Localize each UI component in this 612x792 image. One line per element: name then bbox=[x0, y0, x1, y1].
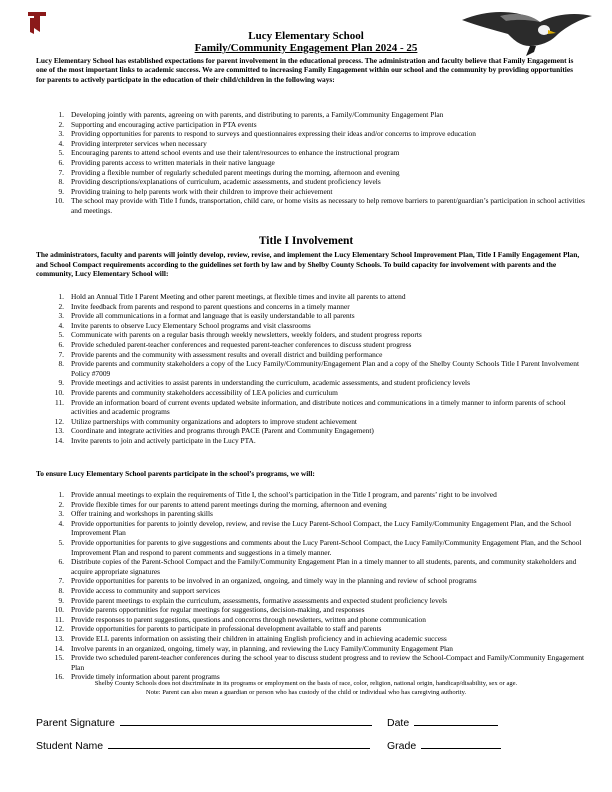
list-item: 13. Coordinate and integrate activities and programs through PACE (Parent and Community Engagement) bbox=[54, 426, 374, 436]
list-item: 8. Provide access to community and support services bbox=[58, 585, 221, 595]
list-item: 2. Invite feedback from parents and respond to parent questions and concerns in a timely manner bbox=[58, 301, 350, 311]
school-name: Lucy Elementary School bbox=[248, 30, 364, 42]
list-item: 3. Offer training and workshops in parenting skills bbox=[58, 509, 213, 519]
list-item: 14. Invite parents to join and actively participate in the Lucy PTA. bbox=[54, 435, 256, 445]
list-item: 5. Communicate with parents on a regular basis through weekly newsletters, weekly folders, and student progress reports bbox=[58, 330, 422, 340]
intro-paragraph: Lucy Elementary School has established expectations for parent involvement in the educational process. The administration and faculty believe that Family Engagement is one of the most important links to academic success. We are committed to increasing Family Engagement within our school and the community by providing opportunities for parents to actively participate in the education of their child/children in the following ways: bbox=[36, 56, 574, 84]
list-item: 5. Encouraging parents to attend school events and use their talent/resources to enhance the instructional program bbox=[58, 148, 400, 158]
grade-field[interactable] bbox=[421, 747, 501, 749]
student-name-field[interactable] bbox=[108, 747, 370, 749]
grade-row bbox=[387, 740, 501, 752]
list-item: 5. Provide opportunities for parents to give suggestions and comments about the Lucy Parent-School Compact, the Lucy Family/Community Engagement Plan, and the School Improvement Plan and respond to parent comments and suggestions in a timely manner. bbox=[58, 537, 582, 557]
list-item: 3. Providing opportunities for parents to respond to surveys and questionnaires expressing their ideas and/or concerns to improve education bbox=[58, 129, 476, 139]
list-item: 2. Supporting and encouraging active participation in PTA events bbox=[58, 119, 257, 129]
list-item: 6. Provide scheduled parent-teacher conferences and requested parent-teacher conferences to discuss student progress bbox=[58, 339, 412, 349]
date-row bbox=[387, 717, 498, 729]
list-item: 10. Provide parents opportunities for regular meetings for suggestions, decision-making, and responses bbox=[54, 605, 365, 615]
list-item: 6. Distribute copies of the Parent-School Compact and the Family/Community Engagement Plan in a timely manner to all students, parents, and community stakeholders and acquire appropriate signatures bbox=[58, 557, 577, 576]
list-item: 9. Provide parent meetings to explain the curriculum, assessments, formative assessments and expected student proficiency levels bbox=[58, 595, 447, 605]
grade-label: Grade bbox=[387, 740, 417, 752]
student-name-label: Student Name bbox=[36, 740, 104, 752]
list-item: 9. Providing training to help parents work with their children to improve their achievement bbox=[58, 186, 333, 196]
list-item: 10. The school may provide with Title I funds, transportation, child care, or home visits as necessary to help remove barriers to parent/guardian’s participation in school activities and meetings. bbox=[54, 196, 585, 215]
list-item: 3. Provide all communications in a format and language that is easily understandable to all parents bbox=[58, 311, 355, 321]
list-item: 9. Provide meetings and activities to assist parents in understanding the curriculum, academic assessments, and student proficiency levels bbox=[58, 378, 470, 388]
plan-title: Family/Community Engagement Plan 2024 - 25 bbox=[194, 42, 418, 54]
list-item: 11. Provide responses to parent suggestions, questions and concerns through newsletters, written and phone communication bbox=[55, 614, 426, 624]
list-item: 12. Provide opportunities for parents to participate in professional development available to staff and parents bbox=[54, 624, 382, 634]
participation-list bbox=[50, 490, 590, 682]
engagement-list bbox=[50, 110, 590, 216]
title-i-heading: Title I Involvement bbox=[258, 235, 354, 247]
list-item: 15. Provide two scheduled parent-teacher conferences during the school year to discuss student progress and to review the School-Compact and Family/Community Engagement Plan bbox=[54, 653, 585, 672]
list-item: 1. Developing jointly with parents, agreeing on with parents, and distributing to parents, a Family/Community Engagement Plan bbox=[58, 110, 444, 119]
list-item: 12. Utilize partnerships with community organizations and adopters to improve student achievement bbox=[54, 416, 357, 426]
list-item: 4. Provide opportunities for parents to jointly develop, review, and revise the Lucy Parent-School Compact, the Lucy Family/Community Engagement Plan, and the School Improvement Plan bbox=[58, 518, 572, 538]
list-item: 13. Provide ELL parents information on assisting their children in attaining English proficiency and in achieving academic success bbox=[54, 633, 447, 643]
list-item: 1. Hold an Annual Title I Parent Meeting and other parent meetings, at flexible times and invite all parents to attend bbox=[58, 292, 406, 301]
list-item: 4. Invite parents to observe Lucy Elementary School programs and visit classrooms bbox=[58, 320, 311, 330]
list-item: 6. Providing parents access to written materials in their native language bbox=[58, 157, 275, 167]
list-item: 4. Providing interpreter services when necessary bbox=[58, 138, 207, 148]
parent-signature-field[interactable] bbox=[120, 724, 372, 726]
parent-signature-row bbox=[36, 717, 372, 729]
date-field[interactable] bbox=[414, 724, 498, 726]
list-item: 11. Provide an information board of current events updated website information, and distribute notices and communications in a timely manner to inform parents of school activities and academic programs bbox=[55, 397, 566, 417]
list-item: 1. Provide annual meetings to explain the requirements of Title I, the school’s participation in the Title I program, and parents’ right to be involved bbox=[58, 490, 497, 499]
list-item: 7. Provide parents and the community with assessment results and overall district and building performance bbox=[58, 349, 383, 359]
title-i-list bbox=[50, 292, 590, 446]
list-item: 7. Providing a flexible number of regularly scheduled parent meetings during the morning, afternoon and evening bbox=[58, 167, 400, 177]
guardian-note: Note: Parent can also mean a guardian or person who has custody of the child or individual who has caregiving authority. bbox=[145, 689, 467, 696]
parent-signature-label: Parent Signature bbox=[36, 717, 115, 729]
list-item: 10. Provide parents and community stakeholders accessibility of LEA policies and curriculum bbox=[54, 387, 338, 397]
list-item: 8. Provide parents and community stakeholders a copy of the Lucy Family/Community/Engagement Plan and a copy of the Shelby County Schools Title I Parent Involvement Policy #7009 bbox=[58, 359, 580, 378]
student-name-row bbox=[36, 740, 370, 752]
list-item: 16. Provide timely information about parent programs bbox=[54, 672, 220, 682]
list-item: 8. Providing descriptions/explanations of curriculum, academic assessments, and student proficiency levels bbox=[58, 177, 381, 187]
nondiscrimination-statement: Shelby County Schools does not discriminate in its programs or employment on the basis of race, color, religion, national origin, handicap/disability, sex or age. bbox=[94, 680, 518, 687]
title-i-intro: The administrators, faculty and parents will jointly develop, review, revise, and implement the Lucy Elementary School Improvement Plan, Title I Family Engagement Plan, and School Compact requirements according to the guidelines set forth by law and by Shelby County Schools. To build capacity for involvement with parents and the community, Lucy Elementary School will: bbox=[36, 250, 580, 279]
date-label: Date bbox=[387, 717, 410, 729]
list-item: 7. Provide opportunities for parents to be involved in an organized, ongoing, and timely way in the planning and review of school programs bbox=[58, 576, 477, 586]
list-item: 14. Involve parents in an organized, ongoing, timely way, in planning, and reviewing the Lucy Family/Community Engagement Plan bbox=[54, 643, 453, 653]
list-item: 2. Provide flexible times for our parents to attend parent meetings during the morning, afternoon and evening bbox=[58, 499, 387, 509]
ensure-heading: To ensure Lucy Elementary School parents participate in the school’s programs, we will: bbox=[36, 469, 315, 478]
